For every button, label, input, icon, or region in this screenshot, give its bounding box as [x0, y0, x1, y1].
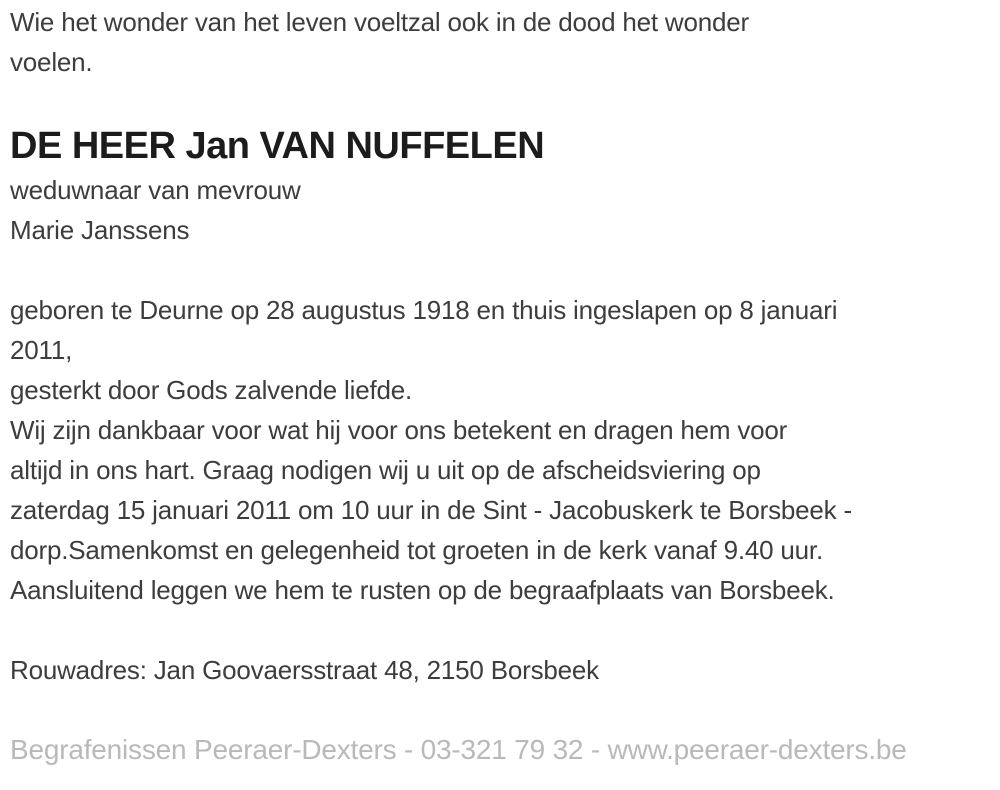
funeral-home-footer: Begrafenissen Peeraer-Dexters - 03-321 79 32 - www.peeraer-dexters.be	[10, 734, 907, 765]
announcement-line: altijd in ons hart. Graag nodigen wij u uit op de afscheidsviering op	[10, 455, 761, 485]
deceased-name-heading: DE HEER Jan VAN NUFFELEN	[10, 125, 545, 167]
mourning-address: Rouwadres: Jan Goovaersstraat 48, 2150 Borsbeek	[10, 655, 599, 685]
opening-quote	[10, 2, 985, 82]
announcement-line: Wij zijn dankbaar voor wat hij voor ons betekent en dragen hem voor	[10, 415, 788, 445]
spouse-name: Marie Janssens	[10, 215, 190, 245]
announcement-line: 2011,	[10, 335, 73, 365]
announcement-line: geboren te Deurne op 28 augustus 1918 en thuis ingeslapen op 8 januari	[10, 295, 838, 325]
announcement-text	[10, 290, 985, 610]
announcement-line: Aansluitend leggen we hem te rusten op de begraafplaats van Borsbeek.	[10, 575, 835, 605]
blank-line	[10, 82, 985, 122]
quote-line: Wie het wonder van het leven voeltzal ook in de dood het wonder	[10, 7, 749, 37]
quote-line: voelen.	[10, 47, 93, 77]
announcement-line: gesterkt door Gods zalvende liefde.	[10, 375, 413, 405]
relation-line: weduwnaar van mevrouw	[10, 175, 301, 205]
blank-line	[10, 250, 985, 290]
announcement-line: zaterdag 15 januari 2011 om 10 uur in de Sint - Jacobuskerk te Borsbeek -	[10, 495, 852, 525]
blank-line	[10, 610, 985, 650]
blank-line	[10, 690, 985, 730]
announcement-line: dorp.Samenkomst en gelegenheid tot groeten in de kerk vanaf 9.40 uur.	[10, 535, 823, 565]
